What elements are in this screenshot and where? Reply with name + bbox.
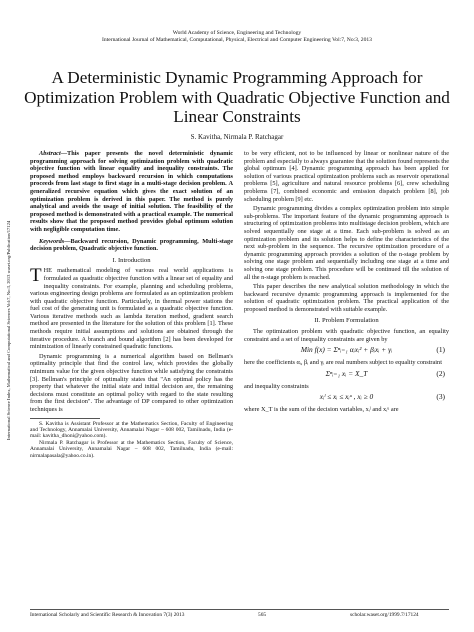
right-paragraph-7: where X_T is the sum of the decision variables, xᵢˡ and xᵢᵘ are [244,406,399,414]
keywords [30,238,233,253]
equation-1 [244,343,449,359]
section-1-heading: I. Introduction [112,256,151,264]
footnotes [30,421,233,459]
abstract-label: Abstract [39,150,61,157]
footer-right: scholar.waset.org/1999.7/17124 [350,612,419,618]
header-line-2: International Journal of Mathematical, Computational, Physical, Electrical and Computer Engineering Vol:7, No:3, 2013 [102,36,372,43]
paper-title: A Deterministic Dynamic Programming Approach for Optimization Problem with Quadratic Objective Function and Linear Constraints [24,68,450,126]
right-paragraph-2: Dynamic programming divides a complex optimization problem into simple sub-problems. The important feature of the dynamic programming approach is structuring of optimization problems into multistage decision problem, which are solved sequentially one stage at a time. Each sub-problem is solved as an optimization problem and its solution helps to define the characteristics of the next sub-problem in the sequence. The recursive optimization procedure of a dynamic programming approach provides a solution of the n-stage problem by solving one stage problem and sequentially including one stage at a time and solving one stage problem. This procedure will be continued till the solution of all the n-stage problem is reached. [244,205,449,281]
equation-1-number: (1) [436,345,445,355]
footer-page-number: 565 [258,612,267,618]
right-paragraph-3: This paper describes the new analytical solution methodology in which the backward recursive dynamic programming approach is implemented for the solution of quadratic optimization problem. The practical application of the proposed method is demonstrated with suitable example. [244,283,449,313]
equation-3-number: (3) [436,392,445,402]
keywords-label: Keywords [39,237,65,245]
equation-1-expr: Min f(x) = Σⁿᵢ₌₁ αᵢxᵢ² + βᵢxᵢ + γᵢ [300,345,393,355]
left-column [30,150,233,459]
footnote-2: Nirmala P. Ratchagar is Professor at the Mathematics Section, Faculty of Science, Annamalai University, Annamalai Nagar – 608 002, Tamilnadu, India (e-mail: nirmalapasala@yahoo.co.in). [30,439,233,459]
keywords-text: —Backward recursion, Dynamic programming, Multi-stage decision problem, Quadratic objective function. [30,237,233,253]
right-paragraph-4: The optimization problem with quadratic objective function, an equality constraint and a set of inequality constraints are given by [244,328,449,343]
right-column [244,150,449,414]
right-paragraph-1: to be very efficient, not to be influenced by linear or nonlinear nature of the problem and especially to always guarantee that the solution found represents the global optimum [4]. Dynamic programming approach has been applied for solution of various practical optimization problems such as reservoir operational problems [5], agriculture and natural resource problems [6], crew scheduling problems [7], combined economic and emission dispatch problem [8], job scheduling problem [9] etc. [244,150,449,203]
footer-rule [30,609,449,610]
equation-2-number: (2) [436,368,445,378]
journal-header [0,30,474,43]
footer-left: International Scholarly and Scientific Research & Innovation 7(3) 2013 [30,612,185,618]
abstract-text: —This paper presents the novel deterministic dynamic programming approach for solving optimization problem with quadratic objective function with linear equality and inequality constraints. The proposed method employs backward recursion in which computations proceeds from last stage to first stage in a multi-stage decision problem. A generalized recursive equation which gives the exact solution of an optimization problem is derived in this paper. The method is purely analytical and avoids the usage of initial solution. The feasibility of the proposed method is demonstrated with a practical example. The numerical results show that the proposed method provides global optimum solution with negligible computation time. [30,150,233,233]
intro-paragraph-1-text: HE mathematical modeling of various real world applications is formulated as quadratic objective function with a linear set of equality and inequality constraints. For example, planning and scheduling problems, various engineering design problems are formulated as an optimization problem with quadratic objective function. Particularly, in thermal power stations the fuel cost of the generating unit is formulated as a quadratic objective function. Various iterative methods such as lambda iteration method, gradient search method are presented in the literature for the solution of this problem [1]. These methods require initial assumptions and solutions are obtained through the iterative procedure. A branch and bound algorithm [2] has been developed for minimization of linearly constrained quadratic functions. [30,267,233,351]
abstract [30,150,233,234]
authors: S. Kavitha, Nirmala P. Ratchagar [190,133,284,141]
right-paragraph-5: here the coefficients αᵢ, βᵢ and γᵢ are real numbers subject to equality constraint [244,359,442,367]
equation-2-expr: Σⁿᵢ₌₁ xᵢ = X_T [325,368,368,378]
equation-3-expr: xᵢˡ ≤ xᵢ ≤ xᵢᵘ , xᵢ ≥ 0 [319,392,374,402]
footnote-rule [30,418,100,419]
intro-paragraph-2: Dynamic programming is a numerical algorithm based on Bellman's optimality principle that find the control law, which provides the globally minimum value for the given objective function while satisfying the constraints [3]. Bellman's principle of optimality states that "An optimal policy has the property that whatever the initial state and initial decision are, the remaining decisions must constitute an optimal policy with regard to the state resulting from the first decision". The advantage of DP compared to other optimization techniques is [30,352,233,413]
intro-paragraph-1 [30,267,233,351]
equation-3 [244,390,449,406]
footnote-1: S. Kavitha is Assistant Professor at the Mathematics Section, Faculty of Engineering and Technology, Annamalai University, Annamalai Nagar – 608 002, Tamilnadu, India (e-mail: kavitha_dhoni@yahoo.com). [30,420,233,440]
equation-2 [244,367,449,383]
header-line-1: World Academy of Science, Engineering and Technology [172,30,302,36]
side-citation [6,190,14,440]
drop-cap: T [30,265,42,287]
section-2-heading: II. Problem Formulation [314,317,379,325]
side-citation-text: International Science Index, Mathematical and Computational Sciences Vol:7, No:3, 2013 waset.org/Publication/17124 [6,220,11,440]
right-paragraph-6: and inequality constraints [244,382,309,390]
